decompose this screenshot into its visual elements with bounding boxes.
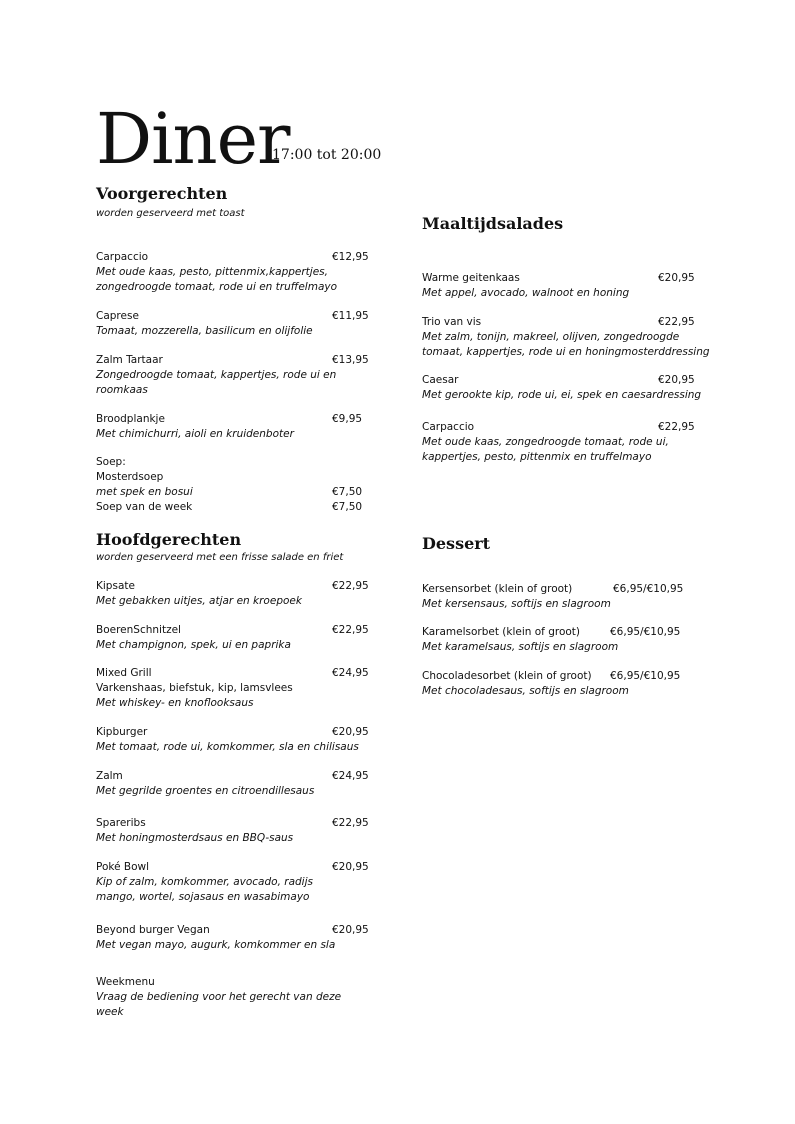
menu-item [96,623,396,653]
item-description: Kip of zalm, komkommer, avocado, radijs [96,876,313,888]
item-price: €9,95 [332,413,363,425]
menu-item [96,250,396,295]
item-name: Caesar [422,374,459,386]
page-title: Diner [96,98,290,180]
menu-item [96,816,396,846]
item-name: Kipburger [96,726,148,738]
item-price: €22,95 [658,421,695,433]
item-name: Zalm [96,770,123,782]
opening-hours: 17:00 tot 20:00 [272,147,382,163]
item-description: kappertjes, pesto, pittenmix en truffelmayo [422,451,652,463]
menu-item [96,725,396,755]
menu-item [422,271,752,301]
item-price: €6,95/€10,95 [613,583,684,595]
item-name: Spareribs [96,817,146,829]
menu-item [96,579,396,609]
item-description: Met chocoladesaus, softijs en slagroom [422,685,629,697]
item-name: Zalm Tartaar [96,354,163,366]
item-name: BoerenSchnitzel [96,624,181,636]
menu-item [96,309,396,339]
section-heading-hoofdgerechten: Hoofdgerechten [96,530,242,549]
item-price: €22,95 [332,580,369,592]
item-description: Tomaat, mozzerella, basilicum en olijfolie [96,325,313,337]
section-subtitle-voorgerechten: worden geserveerd met toast [96,208,245,219]
item-description: zongedroogde tomaat, rode ui en truffelmayo [96,281,338,293]
item-description: mango, wortel, sojasaus en wasabimayo [96,891,310,903]
menu-item [422,315,752,360]
menu-item [96,923,396,953]
item-price: €6,95/€10,95 [610,626,681,638]
item-description: Zongedroogde tomaat, kappertjes, rode ui en [96,369,337,381]
item-price: €24,95 [332,770,369,782]
menu-item [422,420,752,465]
item-description: Met vegan mayo, augurk, komkommer en sla [96,939,336,951]
menu-item [96,353,396,398]
item-price: €13,95 [332,354,369,366]
section-subtitle-hoofdgerechten: worden geserveerd met een frisse salade en friet [96,552,344,563]
item-description: roomkaas [96,384,148,396]
item-name: Poké Bowl [96,861,150,873]
item-name: Mixed Grill [96,667,152,679]
soup-block [96,455,396,515]
item-description: week [96,1006,124,1018]
item-name: Carpaccio [422,421,475,433]
item-description: Met karamelsaus, softijs en slagroom [422,641,619,653]
menu-item [96,666,396,711]
item-description: Met gebakken uitjes, atjar en kroepoek [96,595,302,607]
item-description: Met kersensaus, softijs en slagroom [422,598,611,610]
item-name: Karamelsorbet (klein of groot) [422,626,581,638]
item-name: Chocoladesorbet (klein of groot) [422,670,592,682]
item-price: €22,95 [658,316,695,328]
menu-item [422,582,752,612]
menu-item [96,769,396,799]
item-description: Met honingmosterdsaus en BBQ-saus [96,832,294,844]
item-price: €20,95 [332,726,369,738]
menu-item [422,625,752,655]
item-name: Kipsate [96,580,135,592]
item-price: €7,50 [332,501,363,513]
section-heading-voorgerechten: Voorgerechten [96,184,228,203]
item-description: Met champignon, spek, ui en paprika [96,639,291,651]
menu-item [422,373,752,403]
soup-description: met spek en bosui [96,486,193,498]
soup-label: Soep: [96,456,126,468]
item-description: Met tomaat, rode ui, komkommer, sla en chilisaus [96,741,359,753]
menu-item [96,412,396,442]
item-price: €20,95 [658,374,695,386]
item-price: €20,95 [332,924,369,936]
item-name: Caprese [96,310,139,322]
item-description: Met appel, avocado, walnoot en honing [422,287,630,299]
item-name: Beyond burger Vegan [96,924,210,936]
item-description: Met oude kaas, zongedroogde tomaat, rode ui, [422,436,669,448]
item-name: Broodplankje [96,413,165,425]
item-price: €20,95 [332,861,369,873]
item-price: €20,95 [658,272,695,284]
item-name: Carpaccio [96,251,149,263]
item-description: Met gerookte kip, rode ui, ei, spek en caesardressing [422,389,702,401]
item-description: Vraag de bediening voor het gerecht van deze [96,991,342,1003]
item-price: €6,95/€10,95 [610,670,681,682]
section-heading-maaltijdsalades: Maaltijdsalades [422,214,564,233]
soup-name: Soep van de week [96,501,193,513]
item-description: Met whiskey- en knoflooksaus [96,697,254,709]
item-name: Weekmenu [96,976,155,988]
item-name: Kersensorbet (klein of groot) [422,583,573,595]
item-price: €11,95 [332,310,369,322]
weekmenu [96,975,396,1020]
menu-item [96,860,396,905]
item-name: Trio van vis [422,316,482,328]
item-description: tomaat, kappertjes, rode ui en honingmosterddressing [422,346,710,358]
menu-item [422,669,752,699]
item-description: Met zalm, tonijn, makreel, olijven, zongedroogde [422,331,680,343]
item-price: €7,50 [332,486,363,498]
item-price: €22,95 [332,624,369,636]
item-price: €24,95 [332,667,369,679]
item-description: Met chimichurri, aioli en kruidenboter [96,428,294,440]
item-price: €12,95 [332,251,369,263]
item-price: €22,95 [332,817,369,829]
item-name: Warme geitenkaas [422,272,520,284]
soup-name: Mosterdsoep [96,471,164,483]
item-description: Varkenshaas, biefstuk, kip, lamsvlees [96,682,293,694]
section-heading-dessert: Dessert [422,534,491,553]
item-description: Met oude kaas, pesto, pittenmix,kappertjes, [96,266,328,278]
item-description: Met gegrilde groentes en citroendillesaus [96,785,315,797]
